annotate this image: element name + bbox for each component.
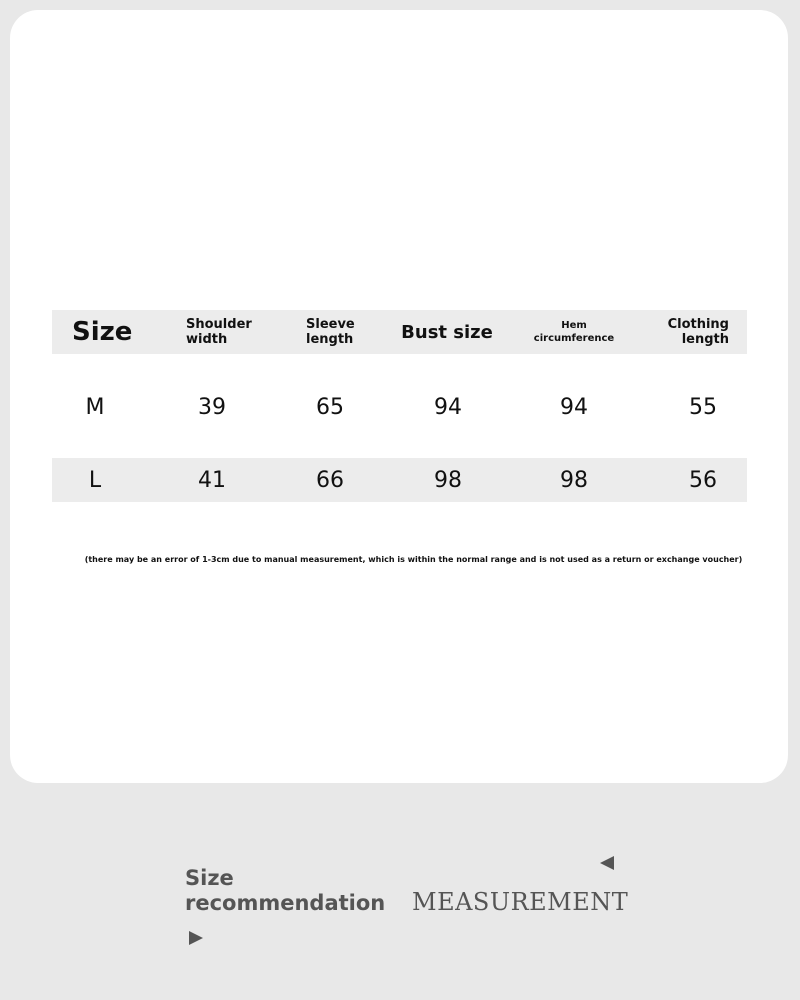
measurement-note: (there may be an error of 1-3cm due to manual measurement, which is within the normal range and is not used as a return or exchange voucher)	[84, 555, 743, 564]
header-hem-line1: Hem	[561, 320, 587, 331]
recommendation-line2: recommendation	[185, 891, 386, 915]
size-recommendation-title	[185, 866, 385, 916]
bust-cell: 94	[434, 394, 462, 420]
hem-cell: 94	[560, 394, 588, 420]
triangle-left-icon	[600, 856, 614, 870]
shoulder-cell: 41	[198, 467, 226, 493]
triangle-right-icon	[189, 931, 203, 945]
size-cell: M	[85, 394, 105, 420]
sleeve-cell: 65	[316, 394, 344, 420]
clothing-cell: 55	[689, 394, 717, 420]
header-clothing-line1: Clothing	[667, 317, 729, 332]
header-hem-line2: circumference	[533, 333, 615, 344]
header-clothing-length	[649, 310, 729, 354]
header-sleeve-line2: length	[306, 332, 354, 347]
measurement-title: MEASUREMENT	[412, 888, 629, 916]
recommendation-line1: Size	[185, 866, 234, 890]
header-sleeve-length	[306, 310, 376, 354]
header-shoulder-line2: width	[186, 332, 228, 347]
sleeve-cell: 66	[316, 467, 344, 493]
header-shoulder-line1: Shoulder	[186, 317, 252, 332]
header-shoulder-width	[186, 310, 276, 354]
size-table-header	[52, 310, 747, 354]
shoulder-cell: 39	[198, 394, 226, 420]
header-bust-size: Bust size	[401, 321, 493, 343]
header-size: Size	[72, 316, 133, 347]
table-row	[52, 458, 747, 502]
header-sleeve-line1: Sleeve	[306, 317, 355, 332]
header-hem-circumference	[524, 310, 624, 354]
table-row	[52, 385, 747, 429]
size-cell: L	[88, 467, 102, 493]
header-clothing-line2: length	[681, 332, 729, 347]
bust-cell: 98	[434, 467, 462, 493]
clothing-cell: 56	[689, 467, 717, 493]
hem-cell: 98	[560, 467, 588, 493]
